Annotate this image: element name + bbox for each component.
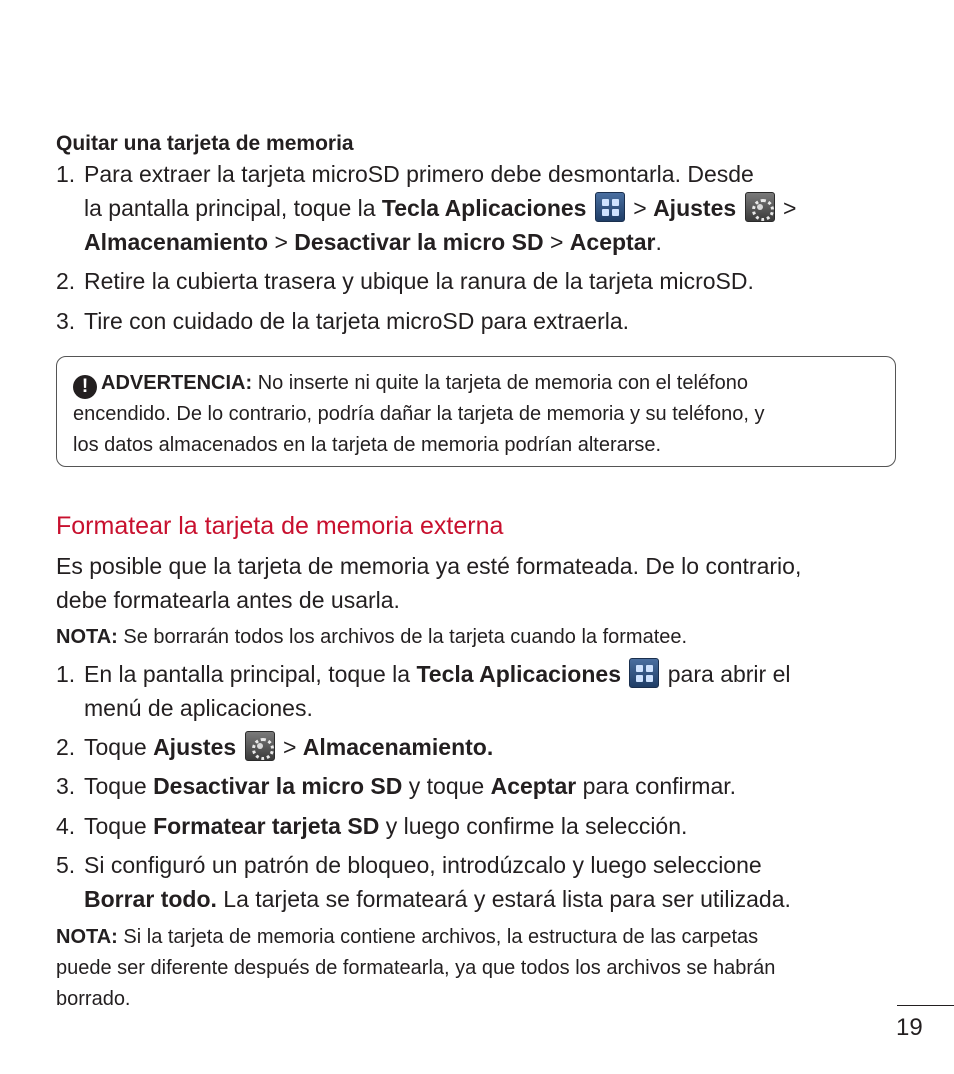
step-number: 2. (56, 734, 76, 760)
unmount-label: Desactivar la micro SD (153, 773, 403, 799)
step-number: 2. (56, 268, 76, 294)
warning-text: No inserte ni quite la tarjeta de memoria con el teléfono (257, 372, 748, 394)
step-text: En la pantalla principal, toque la (84, 661, 417, 687)
apps-key-label: Tecla Aplicaciones (381, 195, 587, 221)
step-number: 5. (56, 852, 76, 878)
note-2-line-2: puede ser diferente después de formatearla, ya que todos los archivos se habrán (56, 957, 776, 979)
step-text: la pantalla principal, toque la (84, 195, 382, 221)
note-label: NOTA: (56, 626, 118, 648)
step-number: 3. (56, 773, 76, 799)
step-text-post: para confirmar. (576, 773, 737, 799)
page-number-rule (897, 1005, 954, 1006)
step-text-line-2: menú de aplicaciones. (84, 695, 313, 721)
note-2-line-3: borrado. (56, 988, 131, 1010)
accept-label: Aceptar (490, 773, 577, 799)
format-intro-line-2: debe formatearla antes de usarla. (56, 587, 400, 613)
exclamation-icon: ! (73, 375, 97, 399)
note-1 (56, 622, 687, 652)
apps-key-label: Tecla Aplicaciones (416, 661, 621, 687)
settings-label: Ajustes (153, 734, 237, 760)
step-number: 4. (56, 813, 76, 839)
remove-card-heading: Quitar una tarjeta de memoria (56, 132, 354, 155)
step-number: 3. (56, 308, 76, 334)
remove-step-3 (56, 304, 896, 338)
note-label: NOTA: (56, 926, 118, 948)
remove-step-1 (56, 157, 896, 261)
step-text-post: La tarjeta se formateará y estará lista para ser utilizada. (216, 886, 791, 912)
step-text-line-1: Para extraer la tarjeta microSD primero debe desmontarla. Desde (84, 161, 754, 187)
step-text (84, 730, 493, 764)
step-text-line-2 (84, 882, 791, 916)
separator: > (549, 229, 564, 255)
step-text-line-1 (84, 657, 791, 691)
format-card-heading: Formatear la tarjeta de memoria externa (56, 512, 504, 540)
settings-label: Ajustes (653, 195, 737, 221)
apps-grid-icon (629, 658, 659, 688)
step-text-pre: Toque (84, 813, 154, 839)
step-text: Retire la cubierta trasera y ubique la ranura de la tarjeta microSD. (84, 268, 754, 294)
step-number: 1. (56, 661, 76, 687)
erase-all-label: Borrar todo. (84, 886, 217, 912)
step-text-post: y luego confirme la selección. (379, 813, 688, 839)
step-number: 1. (56, 161, 76, 187)
step-text-mid: y toque (402, 773, 491, 799)
format-step-1 (56, 657, 896, 727)
period: . (655, 229, 662, 255)
note-2-line-1 (56, 922, 758, 952)
step-text-line-3 (84, 225, 662, 259)
format-step-2 (56, 730, 896, 764)
step-text (84, 809, 687, 843)
gear-icon (745, 192, 775, 222)
gear-icon (245, 731, 275, 761)
step-text: Tire con cuidado de la tarjeta microSD para extraerla. (84, 308, 630, 334)
step-text-pre: Toque (84, 734, 154, 760)
page-number: 19 (896, 1014, 923, 1041)
accept-label: Aceptar (569, 229, 656, 255)
warning-box (56, 356, 896, 467)
separator: > (782, 195, 797, 221)
step-text-line-1: Si configuró un patrón de bloqueo, introdúzcalo y luego seleccione (84, 852, 762, 878)
separator: > (282, 734, 297, 760)
storage-label: Almacenamiento. (302, 734, 494, 760)
warning-line-2: encendido. De lo contrario, podría dañar la tarjeta de memoria y su teléfono, y (73, 403, 765, 425)
remove-step-2 (56, 264, 896, 298)
warning-label: ADVERTENCIA: (101, 372, 253, 394)
step-text: para abrir el (667, 661, 791, 687)
separator: > (633, 195, 647, 221)
step-text-pre: Toque (84, 773, 154, 799)
separator: > (274, 229, 288, 255)
format-step-4 (56, 809, 896, 843)
format-intro-line-1: Es posible que la tarjeta de memoria ya esté formateada. De lo contrario, (56, 553, 802, 579)
apps-grid-icon (595, 192, 625, 222)
storage-label: Almacenamiento (84, 229, 269, 255)
note-text: Se borrarán todos los archivos de la tarjeta cuando la formatee. (123, 626, 688, 648)
format-sd-label: Formatear tarjeta SD (153, 813, 380, 839)
unmount-label: Desactivar la micro SD (294, 229, 544, 255)
step-text-line-2 (84, 191, 796, 225)
format-step-5 (56, 848, 896, 918)
warning-line-3: los datos almacenados en la tarjeta de memoria podrían alterarse. (73, 434, 662, 456)
warning-line-1 (73, 368, 748, 399)
format-step-3 (56, 769, 896, 803)
note-text: Si la tarjeta de memoria contiene archivos, la estructura de las carpetas (123, 926, 759, 948)
step-text (84, 769, 736, 803)
